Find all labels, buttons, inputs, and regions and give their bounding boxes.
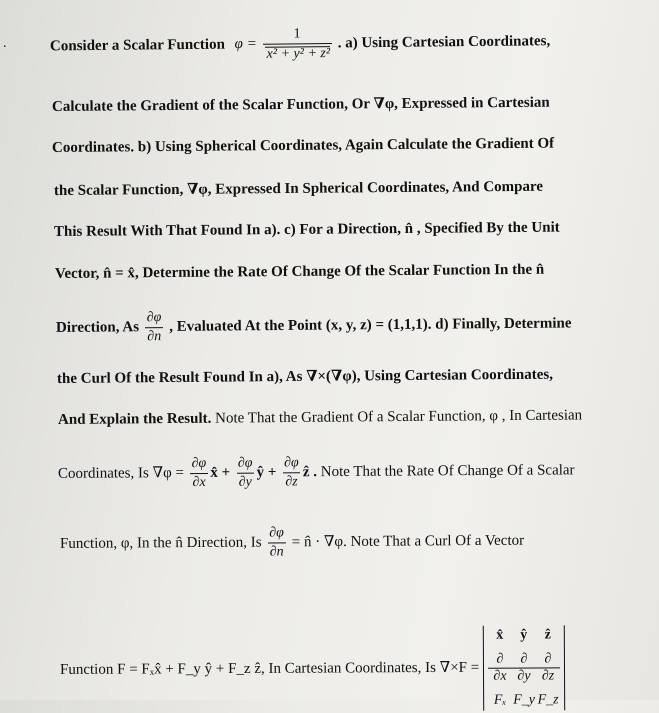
- unit-x: x̂ +: [210, 464, 231, 481]
- line-5-text: This Result With That Found In a). c) For a Direction, n̂ , Specified By the Unit: [53, 219, 560, 240]
- line-12-text: Function F = Fₓx̂ + F_y ŷ + F_z ẑ, In Cartesian Coordinates, Is ∇×F =: [59, 659, 480, 678]
- line-6: [55, 260, 659, 283]
- unit-z: ẑ .: [302, 464, 318, 481]
- dphi-dx-fraction: [190, 457, 209, 490]
- line-8-text: the Curl Of the Result Found In a), As ∇×(∇φ), Using Cartesian Coordinates,: [56, 366, 553, 387]
- line-1-text-a: Consider a Scalar Function: [49, 36, 225, 55]
- line-3-text: Coordinates. b) Using Spherical Coordinates, Again Calculate the Gradient Of: [51, 135, 555, 156]
- det-cell: Fₓ: [493, 692, 507, 708]
- unit-y: ŷ +: [256, 464, 277, 481]
- dphi-dz-fraction: [282, 456, 301, 489]
- dphi-dn-den-2: ∂n: [268, 542, 286, 559]
- dphi-dy-num: ∂φ: [237, 455, 253, 471]
- line-9: [58, 406, 659, 429]
- line-5: [54, 218, 659, 241]
- det-cell: ẑ: [544, 627, 551, 643]
- line-4-text: the Scalar Function, ∇φ, Expressed In Spherical Coordinates, And Compare: [53, 178, 544, 199]
- line-10-text-a: Coordinates, Is ∇φ =: [57, 465, 184, 482]
- dn-denominator: ∂n: [145, 327, 163, 344]
- dphi-dn-fraction-2: [267, 526, 286, 559]
- det-cell: ∂z: [536, 667, 560, 684]
- dphi-dz-den: ∂z: [283, 472, 299, 489]
- curl-determinant: [483, 625, 565, 710]
- line-7-text-b: , Evaluated At the Point (x, y, z) = (1,1,1). d) Finally, Determine: [169, 315, 572, 335]
- det-cell: ∂: [520, 651, 528, 667]
- phi-equals: φ =: [234, 36, 257, 53]
- dphi-dn-fraction: [145, 311, 164, 344]
- det-cell: ∂y: [512, 668, 536, 685]
- det-cell: F_y: [513, 692, 536, 708]
- line-7-text-a: Direction, As: [55, 319, 140, 336]
- dphi-numerator: ∂φ: [146, 310, 162, 326]
- det-cell: ∂: [544, 651, 552, 667]
- line-7: [56, 306, 659, 345]
- phi-denominator: x² + y² + z²: [266, 46, 331, 62]
- line-11-text-b: = n̂ · ∇φ. Note That a Curl Of a Vector: [291, 532, 525, 551]
- line-6-text: Vector, n̂ = x̂, Determine the Rate Of Change Of the Scalar Function In the n̂: [54, 261, 545, 282]
- det-cell: ∂: [496, 651, 504, 667]
- dphi-dx-den: ∂x: [190, 473, 207, 490]
- dphi-dx-num: ∂φ: [191, 455, 207, 472]
- phi-numerator: 1: [293, 26, 301, 42]
- line-9-text-b: Note That the Gradient Of a Scalar Function, φ , In Cartesian: [211, 407, 583, 427]
- line-10: [58, 453, 659, 491]
- line-1-text-b: . a) Using Cartesian Coordinates,: [337, 33, 551, 52]
- line-8: [57, 363, 659, 388]
- dphi-dz-num: ∂φ: [284, 455, 299, 471]
- det-cell: ∂x: [488, 668, 512, 685]
- det-cell: ŷ: [520, 627, 528, 643]
- phi-fraction: [262, 27, 332, 62]
- det-cell: F_z: [537, 692, 559, 708]
- problem-number-bullet: .: [3, 36, 7, 51]
- line-10-text-b: Note That the Rate Of Change Of a Scalar: [320, 462, 575, 481]
- line-2-text: Calculate the Gradient of the Scalar Function, Or ∇φ, Expressed in Cartesian: [51, 94, 550, 115]
- dphi-dy-fraction: [236, 457, 255, 490]
- line-11-text-a: Function, φ, In the n̂ Direction, Is: [59, 534, 262, 552]
- line-11: [60, 523, 659, 561]
- line-9-text-a: And Explain the Result.: [57, 410, 212, 428]
- det-cell: x̂: [496, 627, 504, 643]
- line-2: [52, 91, 659, 116]
- line-3: [52, 134, 659, 157]
- line-1: [50, 23, 659, 64]
- line-4: [54, 175, 659, 200]
- dphi-dy-den: ∂y: [237, 473, 254, 490]
- dphi-dn-num-2: ∂φ: [269, 525, 284, 541]
